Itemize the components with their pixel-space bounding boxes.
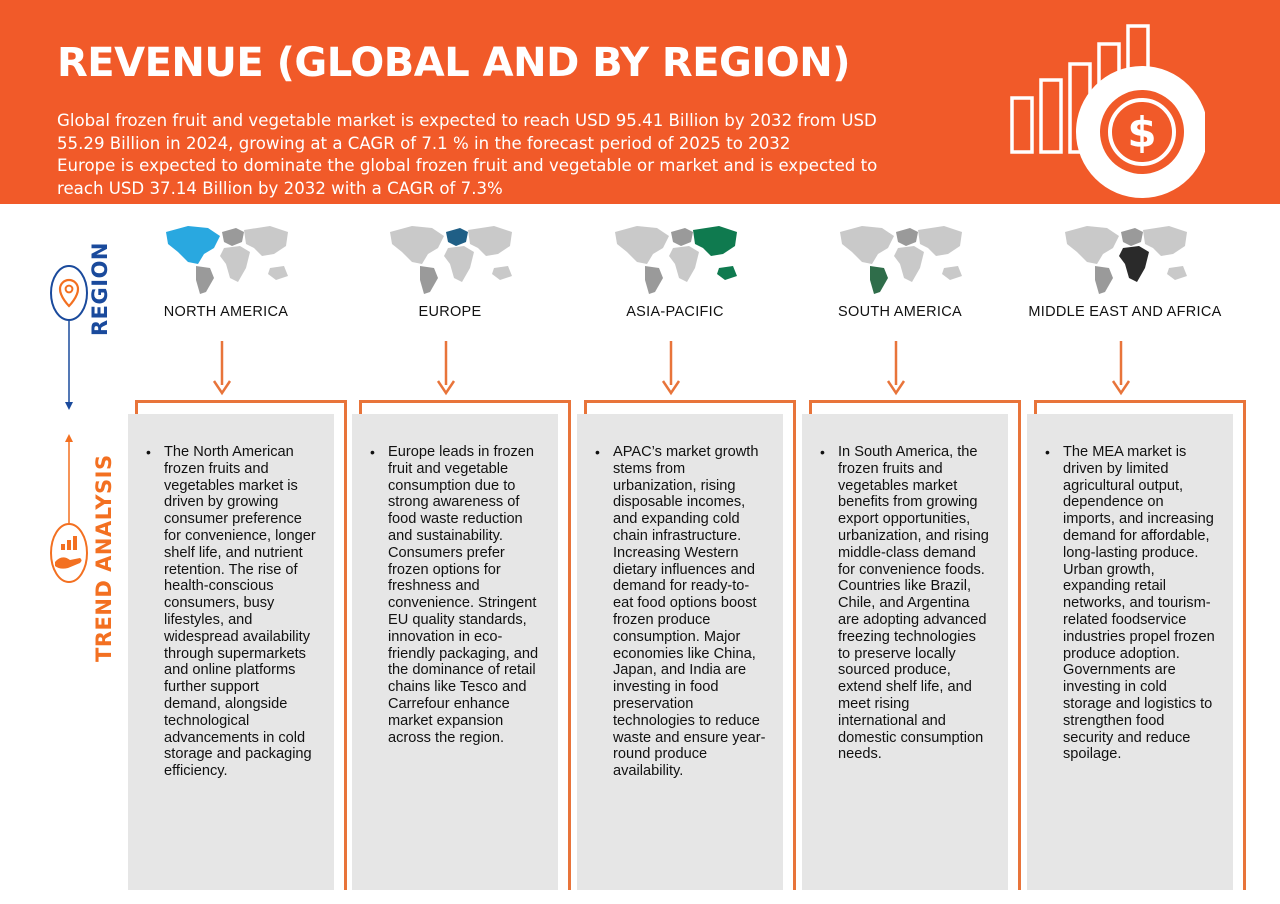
world-map-icon (158, 218, 294, 296)
trend-list (577, 414, 783, 780)
trend-card (577, 414, 783, 890)
region-name: ASIA-PACIFIC (626, 304, 724, 320)
region-name: NORTH AMERICA (163, 304, 289, 320)
region-column (1027, 216, 1251, 904)
world-map-icon (607, 218, 743, 296)
down-arrow-icon (210, 341, 234, 397)
trend-text: • The MEA market is driven by limited agricultural output, dependence on imports, and increasing demand for affordable, long-lasting produce. Urban growth, expanding retail networks, and tourism-related foodservice industries propel frozen produce adoption. Governments are investing in cold storage and logistics to strengthen food security and reduce spoilage. (1063, 444, 1217, 763)
trend-card (802, 414, 1008, 890)
world-map-icon (1057, 218, 1193, 296)
trend-text: • In South America, the frozen fruits and vegetables market benefits from growing export opportunities, urbanization, and rising middle-class demand for convenience foods. Countries like Brazil, Chile, and Argentina are adopting advanced freezing technologies to preserve locally sourced produce, extend shelf life, and meet rising international and domestic consumption needs. (838, 444, 992, 763)
bar-chart-dollar-icon (1005, 20, 1205, 204)
trend-list (352, 414, 558, 746)
page-title: REVENUE (GLOBAL AND BY REGION) (57, 40, 851, 86)
region-name: SOUTH AMERICA (838, 304, 962, 320)
region-name: EUROPE (418, 304, 482, 320)
region-axis-label: REGION (88, 242, 112, 336)
down-arrow-icon (434, 341, 458, 397)
trend-list (128, 414, 334, 780)
global-forecast-text: Global frozen fruit and vegetable market is expected to reach USD 95.41 Billion by 2032 from USD 55.29 Billion in 2024, growing at a CAGR of 7.1 % in the forecast period of 2025 to 2032 (57, 111, 877, 153)
trend-text: • Europe leads in frozen fruit and vegetable consumption due to strong awareness of food waste reduction and sustainability. Consumers prefer frozen options for freshness and convenience. Stringent EU quality standards, innovation in eco-friendly packaging, and the dominance of retail chains like Tesco and Carrefour enhance market expansion across the region. (388, 444, 542, 746)
trend-analysis-axis-label: TREND ANALYSIS (92, 454, 116, 662)
svg-text:$: $ (1127, 108, 1157, 157)
trend-text: • The North American frozen fruits and vegetables market is driven by growing consumer preference for convenience, longer shelf life, and nutrient retention. The rise of health-conscious consumers, busy lifestyles, and widespread availability through supermarkets and online platforms further support demand, alongside technological advancements in cold storage and packaging efficiency. (164, 444, 318, 780)
region-name: MIDDLE EAST AND AFRICA (1028, 304, 1222, 320)
header-description (57, 110, 957, 200)
trend-text: • APAC’s market growth stems from urbanization, rising disposable incomes, and expanding cold chain infrastructure. Increasing Western dietary influences and demand for ready-to-eat food options boost frozen produce consumption. Major economies like China, Japan, and India are investing in food preservation technologies to reduce waste and ensure year-round produce availability. (613, 444, 767, 780)
trend-card (352, 414, 558, 890)
down-arrow-icon (1109, 341, 1133, 397)
world-map-icon (382, 218, 518, 296)
trend-card (128, 414, 334, 890)
world-map-icon (832, 218, 968, 296)
europe-forecast-text: Europe is expected to dominate the global frozen fruit and vegetable or market and is expected to reach USD 37.14 Billion by 2032 with a CAGR of 7.3% (57, 156, 878, 198)
trend-list (802, 414, 1008, 763)
trend-list (1027, 414, 1233, 763)
region-column (128, 216, 352, 904)
growth-hand-icon (51, 524, 87, 582)
region-column (802, 216, 1026, 904)
region-column (577, 216, 801, 904)
down-arrow-icon (659, 341, 683, 397)
region-column (352, 216, 576, 904)
down-arrow-icon (884, 341, 908, 397)
trend-card (1027, 414, 1233, 890)
